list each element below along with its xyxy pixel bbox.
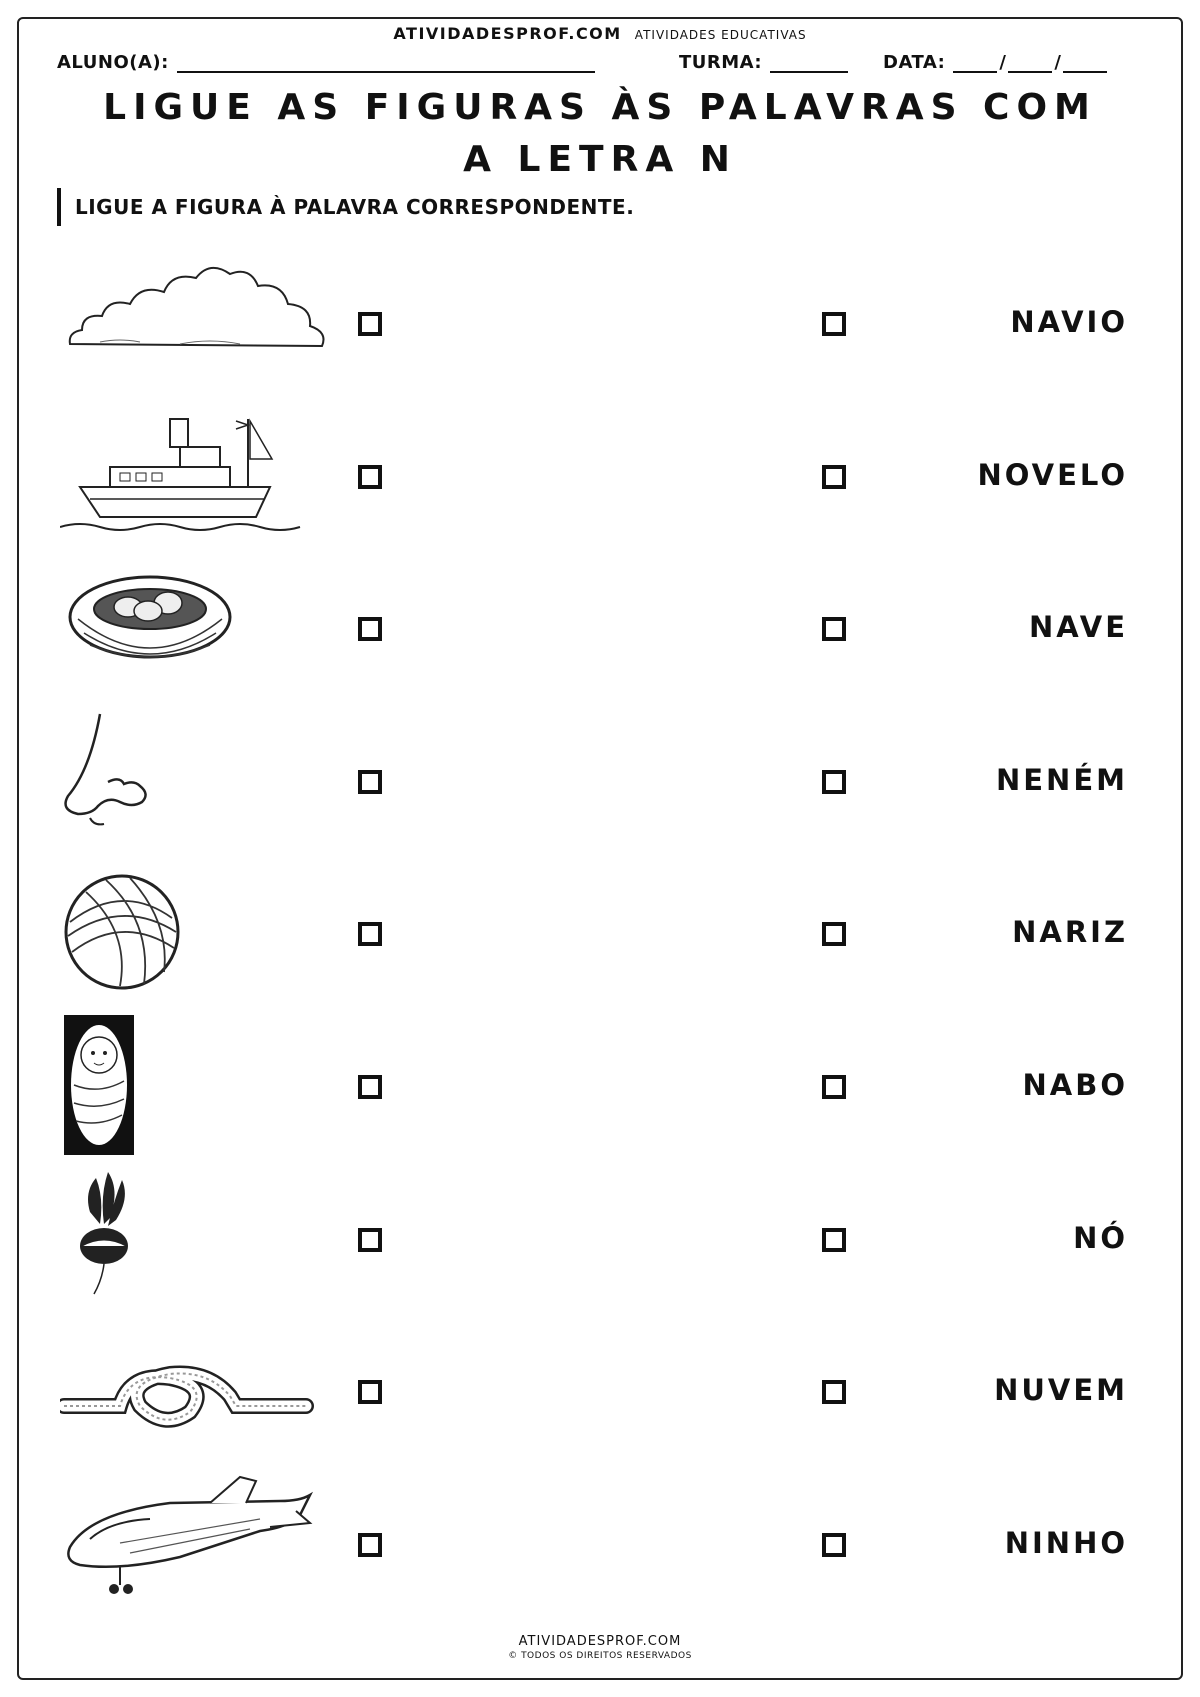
word-connector-box[interactable]	[822, 922, 846, 946]
ship-icon	[60, 405, 330, 545]
yarn-ball-icon	[60, 862, 330, 1002]
word-connector-box[interactable]	[822, 1380, 846, 1404]
picture-connector-box[interactable]	[358, 312, 382, 336]
word-connector-box[interactable]	[822, 465, 846, 489]
footer	[0, 1634, 1200, 1661]
word-label: NUVEM	[994, 1373, 1128, 1408]
picture-connector-box[interactable]	[358, 770, 382, 794]
word-connector-box[interactable]	[822, 312, 846, 336]
picture-connector-box[interactable]	[358, 1075, 382, 1099]
class-line[interactable]	[770, 53, 848, 73]
picture-connector-box[interactable]	[358, 1380, 382, 1404]
matching-row	[0, 405, 1200, 555]
student-name-field[interactable]	[57, 52, 595, 73]
date-separator: /	[999, 52, 1007, 73]
word-label: NAVE	[1029, 610, 1128, 645]
date-day-line[interactable]	[953, 53, 997, 73]
turnip-icon	[60, 1168, 330, 1308]
date-year-line[interactable]	[1063, 53, 1107, 73]
footer-rights: © TODOS OS DIREITOS RESERVADOS	[508, 1651, 692, 1661]
spaceship-icon	[60, 1473, 330, 1613]
picture-connector-box[interactable]	[358, 922, 382, 946]
knot-icon	[60, 1320, 330, 1460]
picture-connector-box[interactable]	[358, 1228, 382, 1252]
matching-row	[0, 710, 1200, 860]
picture-connector-box[interactable]	[358, 465, 382, 489]
date-field[interactable]	[883, 52, 1107, 73]
nose-icon	[60, 710, 330, 850]
class-field[interactable]	[679, 52, 848, 73]
page-title: LIGUE AS FIGURAS ÀS PALAVRAS COM A LETRA N	[103, 87, 1097, 180]
site-header	[0, 24, 1200, 43]
word-label: NENÉM	[995, 762, 1128, 797]
word-connector-box[interactable]	[822, 1228, 846, 1252]
matching-row	[0, 1015, 1200, 1165]
site-name: ATIVIDADESPROF.COM	[393, 24, 622, 43]
matching-row	[0, 1320, 1200, 1470]
date-month-line[interactable]	[1008, 53, 1052, 73]
site-subtitle: ATIVIDADES EDUCATIVAS	[634, 28, 807, 42]
word-label: NAVIO	[1010, 305, 1128, 339]
matching-row	[0, 1473, 1200, 1623]
picture-connector-box[interactable]	[358, 617, 382, 641]
footer-site: ATIVIDADESPROF.COM	[518, 1634, 682, 1649]
picture-connector-box[interactable]	[358, 1533, 382, 1557]
word-connector-box[interactable]	[822, 1533, 846, 1557]
student-name-label: ALUNO(A):	[57, 52, 169, 73]
matching-row	[0, 1168, 1200, 1318]
matching-row	[0, 252, 1200, 402]
student-fields	[57, 52, 1147, 78]
instruction: LIGUE A FIGURA À PALAVRA CORRESPONDENTE.	[57, 188, 634, 226]
matching-row	[0, 557, 1200, 707]
word-connector-box[interactable]	[822, 617, 846, 641]
matching-row	[0, 862, 1200, 1012]
word-label: NÓ	[1073, 1220, 1128, 1255]
word-label: NABO	[1022, 1068, 1128, 1102]
class-label: TURMA:	[679, 52, 763, 73]
cloud-icon	[60, 252, 330, 392]
date-separator: /	[1054, 52, 1062, 73]
word-label: NARIZ	[1012, 915, 1128, 950]
baby-icon	[60, 1015, 330, 1155]
word-connector-box[interactable]	[822, 770, 846, 794]
nest-icon	[60, 557, 330, 697]
word-connector-box[interactable]	[822, 1075, 846, 1099]
date-label: DATA:	[883, 52, 946, 73]
student-name-line[interactable]	[177, 53, 595, 73]
word-label: NOVELO	[977, 457, 1128, 492]
word-label: NINHO	[1004, 1525, 1128, 1560]
